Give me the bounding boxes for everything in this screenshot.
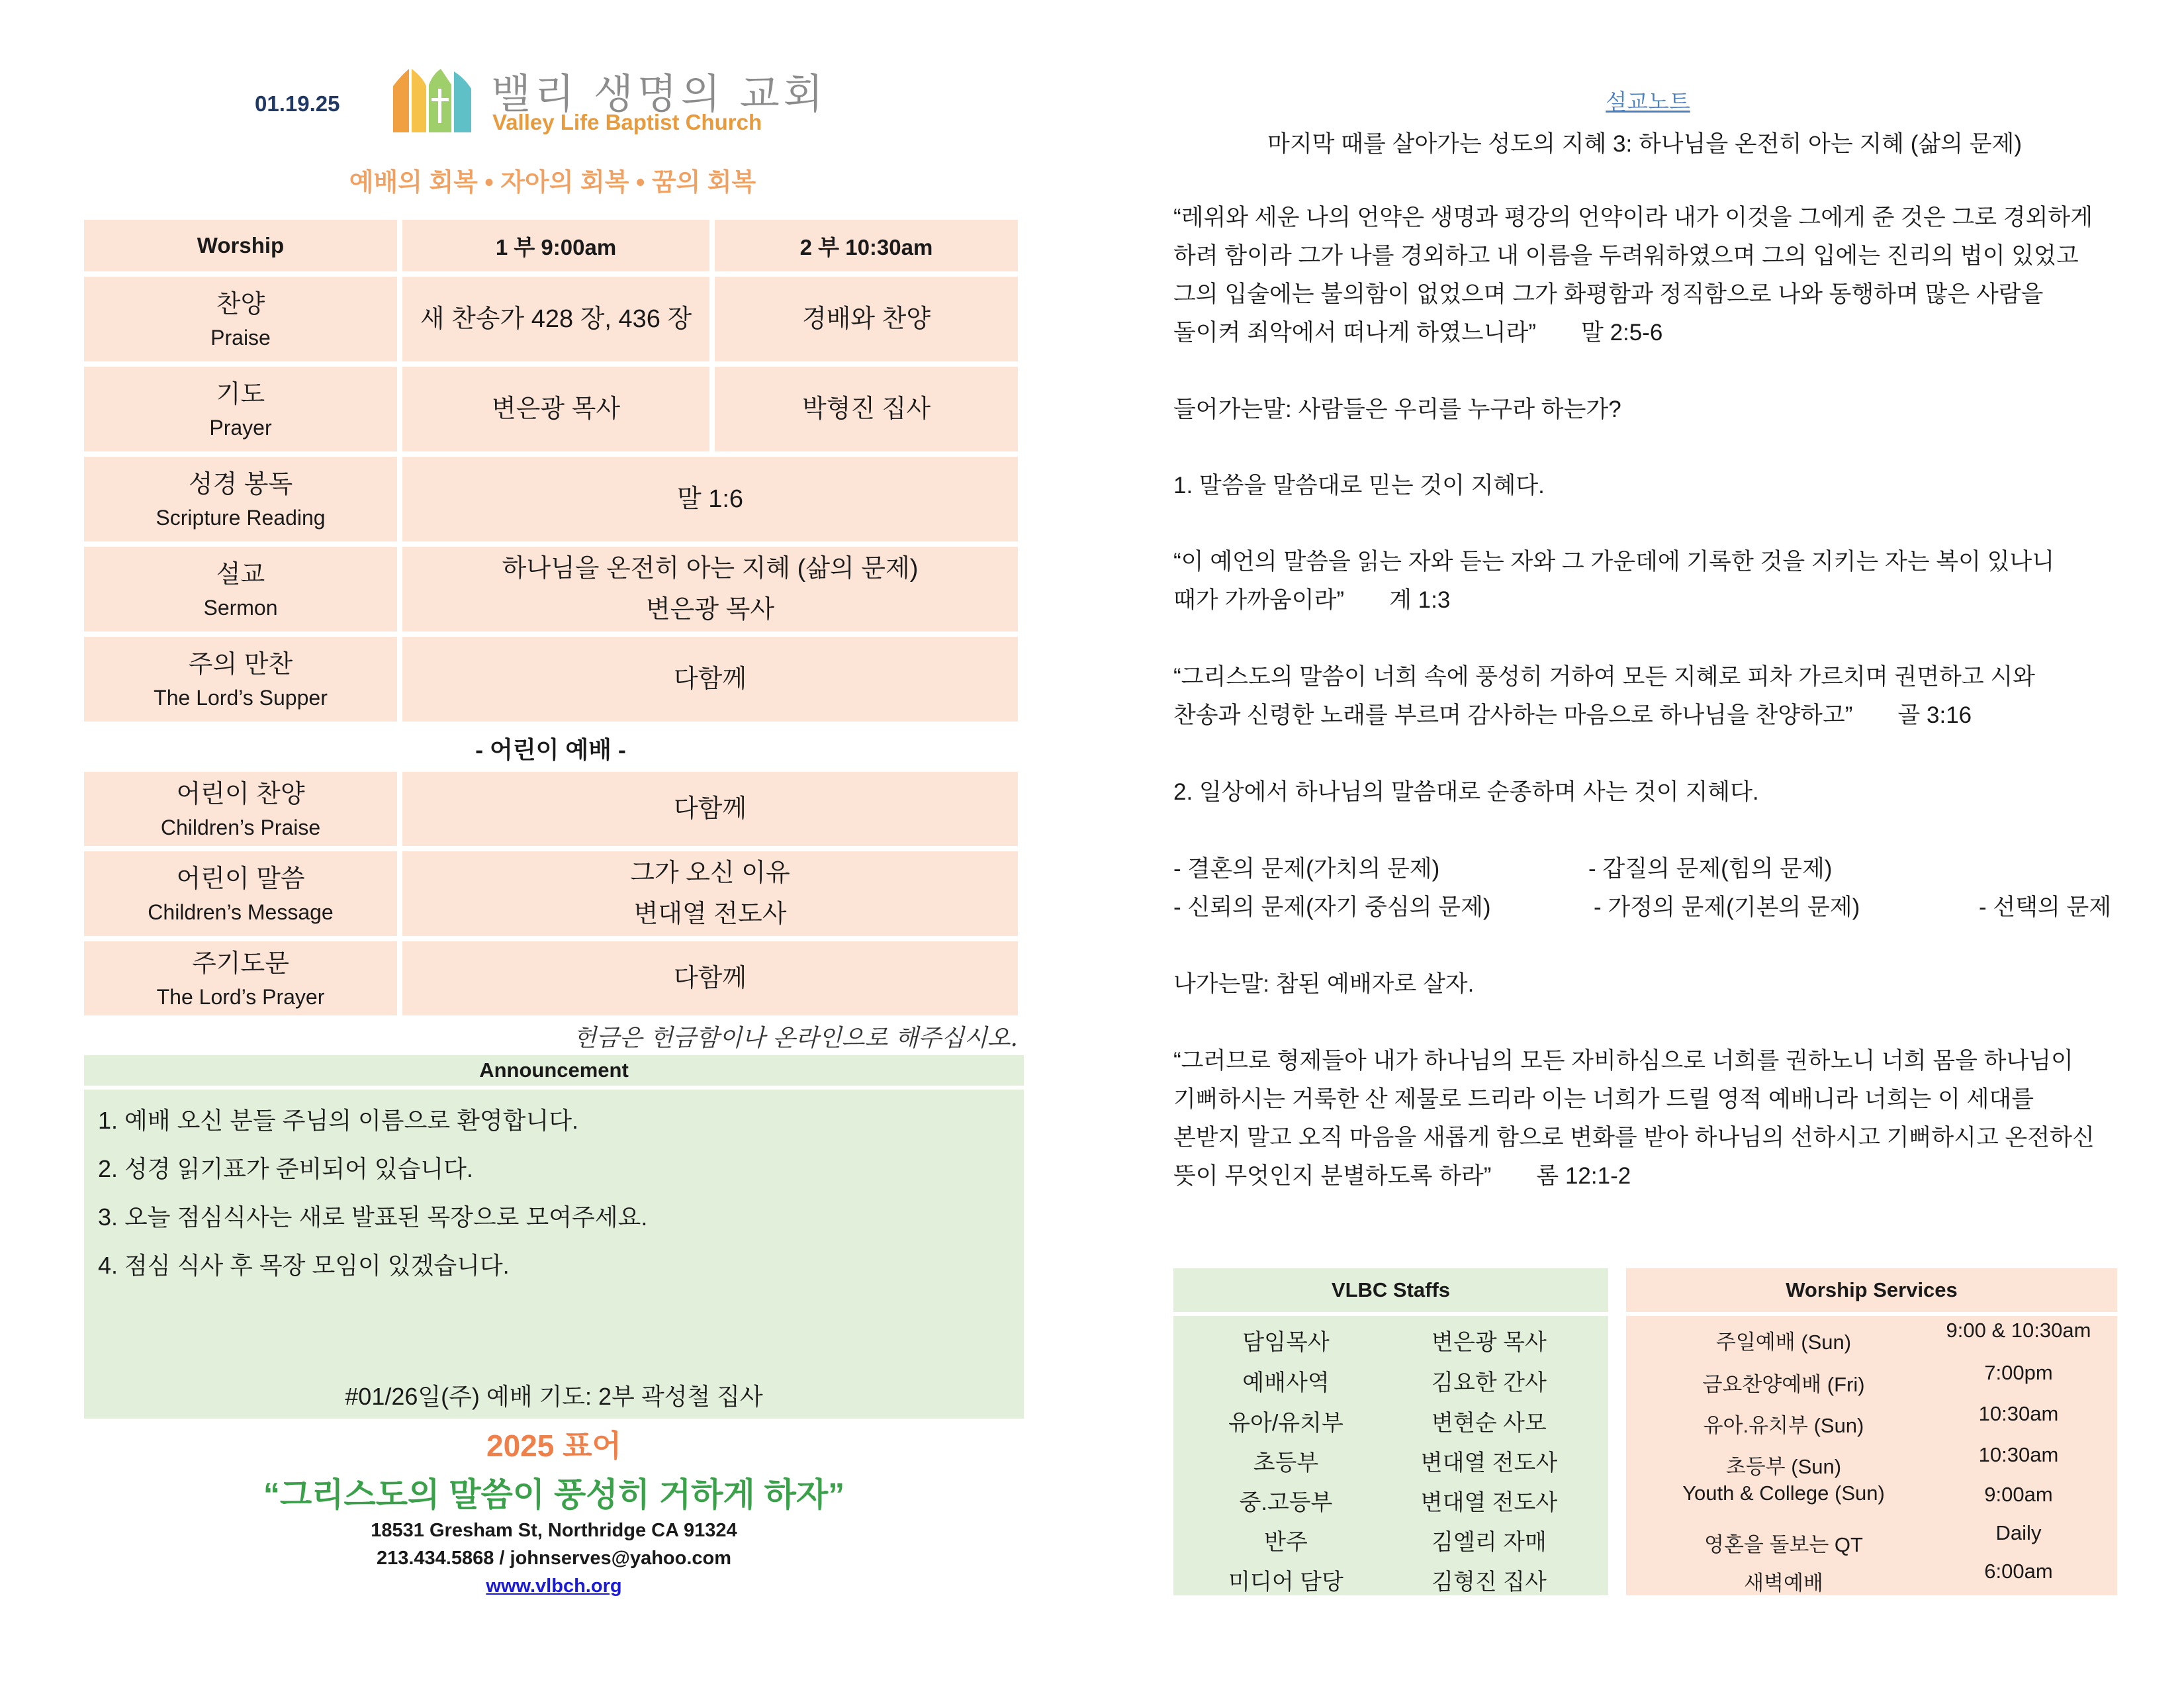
kids-worship-title: - 어린이 예배 - xyxy=(475,736,626,763)
scripture-quote-line: “레위와 세운 나의 언약은 생명과 평강의 언약이라 내가 이것을 그에게 준 것은 그로 경외하게 xyxy=(1173,205,2093,230)
staff-role: 반주 xyxy=(1264,1530,1308,1555)
message-preacher: 변대열 전도사 xyxy=(633,900,787,928)
issue-item: - 갑질의 문제(힘의 문제) xyxy=(1588,856,1833,882)
sermon-point-2: 2. 일상에서 하나님의 말씀대로 순종하며 사는 것이 지혜다. xyxy=(1173,779,1759,805)
announcement-item: 2. 성경 읽기표가 준비되어 있습니다. xyxy=(98,1155,473,1182)
service-time: 10:30am xyxy=(1978,1402,2059,1425)
sermon-point-1: 1. 말씀을 말씀대로 믿는 것이 지혜다. xyxy=(1173,473,1545,498)
scripture-quote-line: 뜻이 무엇인지 분별하도록 하라” 롬 12:1-2 xyxy=(1173,1163,1631,1189)
year-motto-title: 2025 표어 xyxy=(486,1429,621,1463)
staff-name: 변은광 목사 xyxy=(1432,1330,1547,1355)
lords-supper-value xyxy=(402,637,1018,722)
staff-name: 변대열 전도사 xyxy=(1420,1490,1558,1515)
row-label-praise xyxy=(84,277,397,361)
cell-value: 말 1:6 xyxy=(676,485,744,513)
service-name: 초등부 (Sun) xyxy=(1725,1455,1842,1478)
church-logo xyxy=(392,66,473,135)
issue-item: - 선택의 문제 xyxy=(1979,894,2112,920)
staff-name: 변현순 사모 xyxy=(1432,1411,1547,1436)
service-time: Daily xyxy=(1995,1521,2042,1544)
service-time: 9:00 & 10:30am xyxy=(1946,1319,2091,1342)
church-website-link[interactable]: www.vlbch.org xyxy=(486,1575,622,1597)
cell-value: 박형진 집사 xyxy=(801,395,931,423)
church-address: 18531 Gresham St, Northridge CA 91324 xyxy=(371,1520,737,1541)
service-name: Youth & College (Sun) xyxy=(1682,1481,1885,1505)
cell-value: 새 찬송가 428 장, 436 장 xyxy=(420,305,692,333)
label-en: Sermon xyxy=(203,596,278,620)
praise-second-service xyxy=(715,277,1018,361)
row-label-childrens-message xyxy=(84,851,397,936)
label-kr: 설교 xyxy=(216,561,265,588)
sermon-note-label: 설교노트 xyxy=(1606,89,1690,114)
label-en: Scripture Reading xyxy=(156,506,326,530)
staff-role: 예배사역 xyxy=(1242,1370,1330,1395)
label-en: Children’s Praise xyxy=(160,816,321,839)
sermon-outro: 나가는말: 참된 예배자로 살자. xyxy=(1173,971,1475,997)
childrens-message-value xyxy=(402,851,1018,936)
label-kr: 기도 xyxy=(216,381,265,408)
praise-first-service xyxy=(402,277,709,361)
scripture-quote-line: 돌이켜 죄악에서 떠나게 하였느니라” 말 2:5-6 xyxy=(1173,320,1663,346)
label-en: Praise xyxy=(210,326,271,350)
church-motto: 예배의 회복 • 자아의 회복 • 꿈의 회복 xyxy=(349,169,756,197)
staff-role: 초등부 xyxy=(1253,1450,1319,1476)
services-table-title: Worship Services xyxy=(1626,1268,2117,1312)
prayer-second-service xyxy=(715,367,1018,451)
table-header-first-service: 1 부 9:00am xyxy=(402,220,709,271)
sermon-note-title: 마지막 때를 살아가는 성도의 지혜 3: 하나님을 온전히 아는 지혜 (삶의 문제) xyxy=(1267,131,2022,157)
announcement-item: 1. 예배 오신 분들 주님의 이름으로 환영합니다. xyxy=(98,1107,579,1134)
issue-item: - 신뢰의 문제(자기 중심의 문제) xyxy=(1173,894,1491,920)
label-kr: 성경 봉독 xyxy=(188,471,293,498)
staff-name: 김형진 집사 xyxy=(1432,1570,1547,1595)
offering-note: 헌금은 헌금함이나 온라인으로 해주십시오. xyxy=(573,1025,1018,1052)
sermon-title: 하나님을 온전히 아는 지혜 (삶의 문제) xyxy=(502,555,919,583)
service-name: 영혼을 돌보는 QT xyxy=(1704,1533,1863,1556)
sermon-preacher: 변은광 목사 xyxy=(645,596,775,624)
staff-role: 미디어 담당 xyxy=(1228,1570,1343,1595)
bulletin-date: 01.19.25 xyxy=(255,91,340,116)
scripture-quote-line: 기뻐하시는 거룩한 산 제물로 드리라 이는 너희가 드릴 영적 예배니라 너희는 이 세대를 xyxy=(1173,1086,2034,1112)
scripture-quote-line: 본받지 말고 오직 마음을 새롭게 함으로 변화를 받아 하나님의 선하시고 기뻐하시고 온전하신 xyxy=(1173,1125,2095,1150)
service-time: 6:00am xyxy=(1984,1560,2053,1583)
label-en: Children’s Message xyxy=(148,900,334,924)
row-label-lords-supper xyxy=(84,637,397,722)
service-time: 7:00pm xyxy=(1984,1361,2053,1384)
cell-value: 다함께 xyxy=(673,795,747,823)
row-label-lords-prayer xyxy=(84,941,397,1015)
message-title: 그가 오신 이유 xyxy=(630,859,790,887)
church-contact: 213.434.5868 / johnserves@yahoo.com xyxy=(376,1548,732,1569)
table-header-second-service: 2 부 10:30am xyxy=(715,220,1018,271)
year-motto-verse: “그리스도의 말씀이 풍성히 거하게 하자” xyxy=(263,1476,845,1513)
scripture-quote-line: “이 예언의 말씀을 읽는 자와 듣는 자와 그 가운데에 기록한 것을 지키는 자는 복이 있나니 xyxy=(1173,549,2055,575)
service-time: 9:00am xyxy=(1984,1483,2053,1506)
scripture-quote-line: “그러므로 형제들아 내가 하나님의 모든 자비하심으로 너희를 권하노니 너희 몸을 하나님이 xyxy=(1173,1048,2073,1074)
announcement-item: 4. 점심 식사 후 목장 모임이 있겠습니다. xyxy=(98,1252,510,1279)
scripture-quote-line: 때가 가까움이라” 계 1:3 xyxy=(1173,587,1451,613)
staff-role: 담임목사 xyxy=(1242,1330,1330,1355)
childrens-praise-value xyxy=(402,772,1018,846)
cell-value: 다함께 xyxy=(673,665,747,693)
cell-value: 변은광 목사 xyxy=(491,395,621,423)
label-en: The Lord’s Prayer xyxy=(156,985,325,1009)
service-name: 주일예배 (Sun) xyxy=(1715,1331,1852,1354)
row-label-scripture xyxy=(84,457,397,541)
announcement-title: Announcement xyxy=(84,1055,1024,1086)
staff-name: 변대열 전도사 xyxy=(1420,1450,1558,1476)
next-prayer-note: #01/26일(주) 예배 기도: 2부 곽성철 집사 xyxy=(345,1383,763,1410)
table-header-worship: Worship xyxy=(84,220,397,271)
row-label-childrens-praise xyxy=(84,772,397,846)
announcement-item: 3. 오늘 점심식사는 새로 발표된 목장으로 모여주세요. xyxy=(98,1203,648,1231)
cell-value: 다함께 xyxy=(673,964,747,992)
row-label-sermon xyxy=(84,547,397,632)
staff-role: 중.고등부 xyxy=(1239,1490,1333,1515)
scripture-quote-line: “그리스도의 말씀이 너희 속에 풍성히 거하여 모든 지혜로 피차 가르치며 권면하고 시와 xyxy=(1173,664,2035,690)
prayer-first-service xyxy=(402,367,709,451)
church-name-korean: 밸리 생명의 교회 xyxy=(491,71,827,117)
staff-name: 김엘리 자매 xyxy=(1432,1530,1547,1555)
scripture-quote-line: 하려 함이라 그가 나를 경외하고 내 이름을 두려워하였으며 그의 입에는 진리의 법이 있었고 xyxy=(1173,243,2079,269)
sermon-intro: 들어가는말: 사람들은 우리를 누구라 하는가? xyxy=(1173,397,1621,422)
label-en: The Lord’s Supper xyxy=(154,686,328,710)
row-label-prayer xyxy=(84,367,397,451)
scripture-quote-line: 찬송과 신령한 노래를 부르며 감사하는 마음으로 하나님을 찬양하고” 골 3:16 xyxy=(1173,702,1972,728)
issue-item: - 가정의 문제(기본의 문제) xyxy=(1594,894,1860,920)
staff-table-title: VLBC Staffs xyxy=(1173,1268,1608,1312)
service-time: 10:30am xyxy=(1978,1443,2059,1466)
service-name: 새벽예배 xyxy=(1744,1571,1823,1595)
label-kr: 어린이 찬양 xyxy=(176,780,305,808)
issue-item: - 결혼의 문제(가치의 문제) xyxy=(1173,856,1440,882)
label-kr: 찬양 xyxy=(216,291,265,318)
label-kr: 주의 만찬 xyxy=(188,651,293,679)
cell-value: 경배와 찬양 xyxy=(801,305,931,333)
label-en: Prayer xyxy=(209,416,272,440)
church-name-english: Valley Life Baptist Church xyxy=(492,110,762,134)
lords-prayer-value xyxy=(402,941,1018,1015)
staff-name: 김요한 간사 xyxy=(1432,1370,1547,1395)
staff-role: 유아/유치부 xyxy=(1228,1411,1343,1436)
label-kr: 어린이 말씀 xyxy=(176,865,305,893)
scripture-quote-line: 그의 입술에는 불의함이 없었으며 그가 화평함과 정직함으로 나와 동행하며 많은 사람을 xyxy=(1173,281,2044,307)
scripture-value xyxy=(402,457,1018,541)
service-name: 금요찬양예배 (Fri) xyxy=(1702,1373,1865,1396)
sermon-value xyxy=(402,547,1018,632)
service-name: 유아.유치부 (Sun) xyxy=(1703,1414,1864,1437)
label-kr: 주기도문 xyxy=(192,950,289,978)
